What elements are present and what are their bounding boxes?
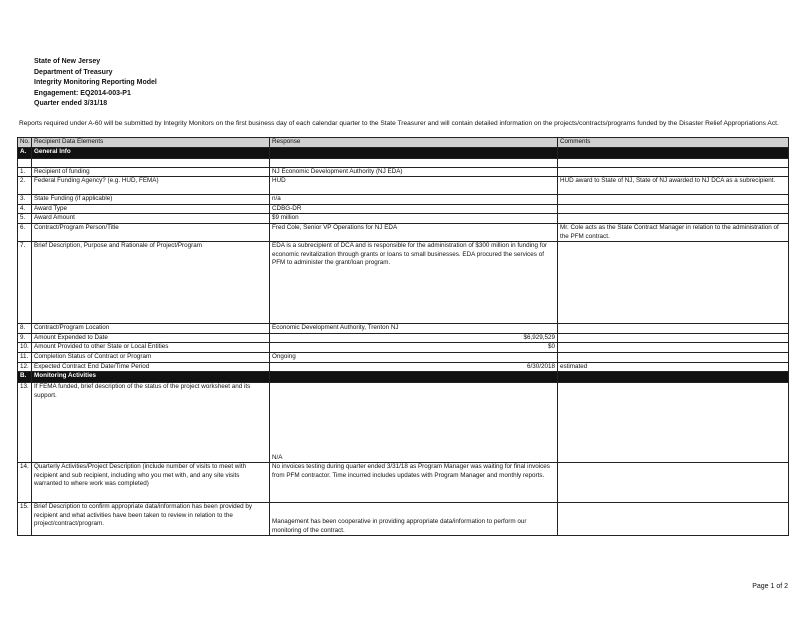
col-response: Response bbox=[270, 138, 558, 148]
table-row bbox=[18, 158, 789, 167]
section-b-title: Monitoring Activities bbox=[32, 372, 270, 383]
section-b-row bbox=[18, 372, 789, 383]
table-row: 15. Brief Description to confirm appropriate data/information has been provided by recipient and what activities have been taken to review in relation to the project/contract/program. Management has been cooperative in providing appropriate data/information to perform our monitoring of the contract. bbox=[18, 503, 789, 536]
col-element: Recipient Data Elements bbox=[32, 138, 270, 148]
document-header bbox=[34, 57, 157, 110]
table-row: 5. Award Amount $9 million bbox=[18, 214, 789, 224]
header-quarter: Quarter ended 3/31/18 bbox=[34, 100, 108, 107]
header-state: State of New Jersey bbox=[34, 58, 101, 65]
table-row: 2. Federal Funding Agency? (e.g. HUD, FEMA) HUD HUD award to State of NJ, State of NJ awarded to NJ DCA as a subrecipient. bbox=[18, 177, 789, 195]
page-number: Page 1 of 2 bbox=[752, 583, 788, 590]
table-row: 8. Contract/Program Location Economic Development Authority, Trenton NJ bbox=[18, 324, 789, 334]
table-row: 11. Completion Status of Contract or Program Ongoing bbox=[18, 352, 789, 362]
table-row: 3. State Funding (if applicable) n/a bbox=[18, 195, 789, 205]
header-department: Department of Treasury bbox=[34, 68, 113, 76]
table-row: 4. Award Type CDBG-DR bbox=[18, 204, 789, 214]
col-no: No. bbox=[18, 138, 32, 148]
section-b-no: B. bbox=[18, 372, 32, 383]
table-row: 7. Brief Description, Purpose and Rationale of Project/Program EDA is a subrecipient of DCA and is responsible for the administration of $300 million in funding for economic revitalization through grants or loans to small businesses. EDA procured the services of PFM to administer the grant/loan program. bbox=[18, 242, 789, 324]
column-header-row bbox=[18, 138, 789, 148]
table-row: 6. Contract/Program Person/Title Fred Cole, Senior VP Operations for NJ EDA Mr. Cole acts as the State Contract Manager in relation to the administration of the PFM contract. bbox=[18, 223, 789, 241]
header-model: Integrity Monitoring Reporting Model bbox=[34, 79, 157, 86]
reporting-table bbox=[17, 137, 789, 536]
section-a-row bbox=[18, 147, 789, 158]
intro-paragraph: Reports required under A-60 will be submitted by Integrity Monitors on the first business day of each calendar quarter to the State Treasurer and will contain detailed information on the projects/contracts/programs funded by the Disaster Relief Appropriations Act. bbox=[19, 120, 779, 127]
table-row: 13. If FEMA funded, brief description of the status of the project worksheet and its support. N/A bbox=[18, 383, 789, 463]
col-comments: Comments bbox=[558, 138, 789, 148]
table-row: 9. Amount Expended to Date $6,929,529 bbox=[18, 333, 789, 343]
table-row: 14. Quarterly Activities/Project Description (include number of visits to meet with recipient and sub recipient, including who you met with, and any site visits warranted to where work was completed) No invoices testing during quarter ended 3/31/18 as Program Manager was waiting for final invoices from PFM contractor. Time incurred includes updates with Program Manager and monthly reports. bbox=[18, 463, 789, 503]
table-row: 12. Expected Contract End Date/Time Period 6/30/2018 estimated bbox=[18, 362, 789, 372]
section-a-no: A. bbox=[18, 147, 32, 158]
table-row: 10. Amount Provided to other State or Local Entities $0 bbox=[18, 343, 789, 353]
section-a-title: General Info bbox=[32, 147, 270, 158]
header-engagement: Engagement: EQ2014-003-P1 bbox=[34, 89, 131, 97]
table-row: 1. Recipient of funding NJ Economic Development Authority (NJ EDA) bbox=[18, 167, 789, 177]
